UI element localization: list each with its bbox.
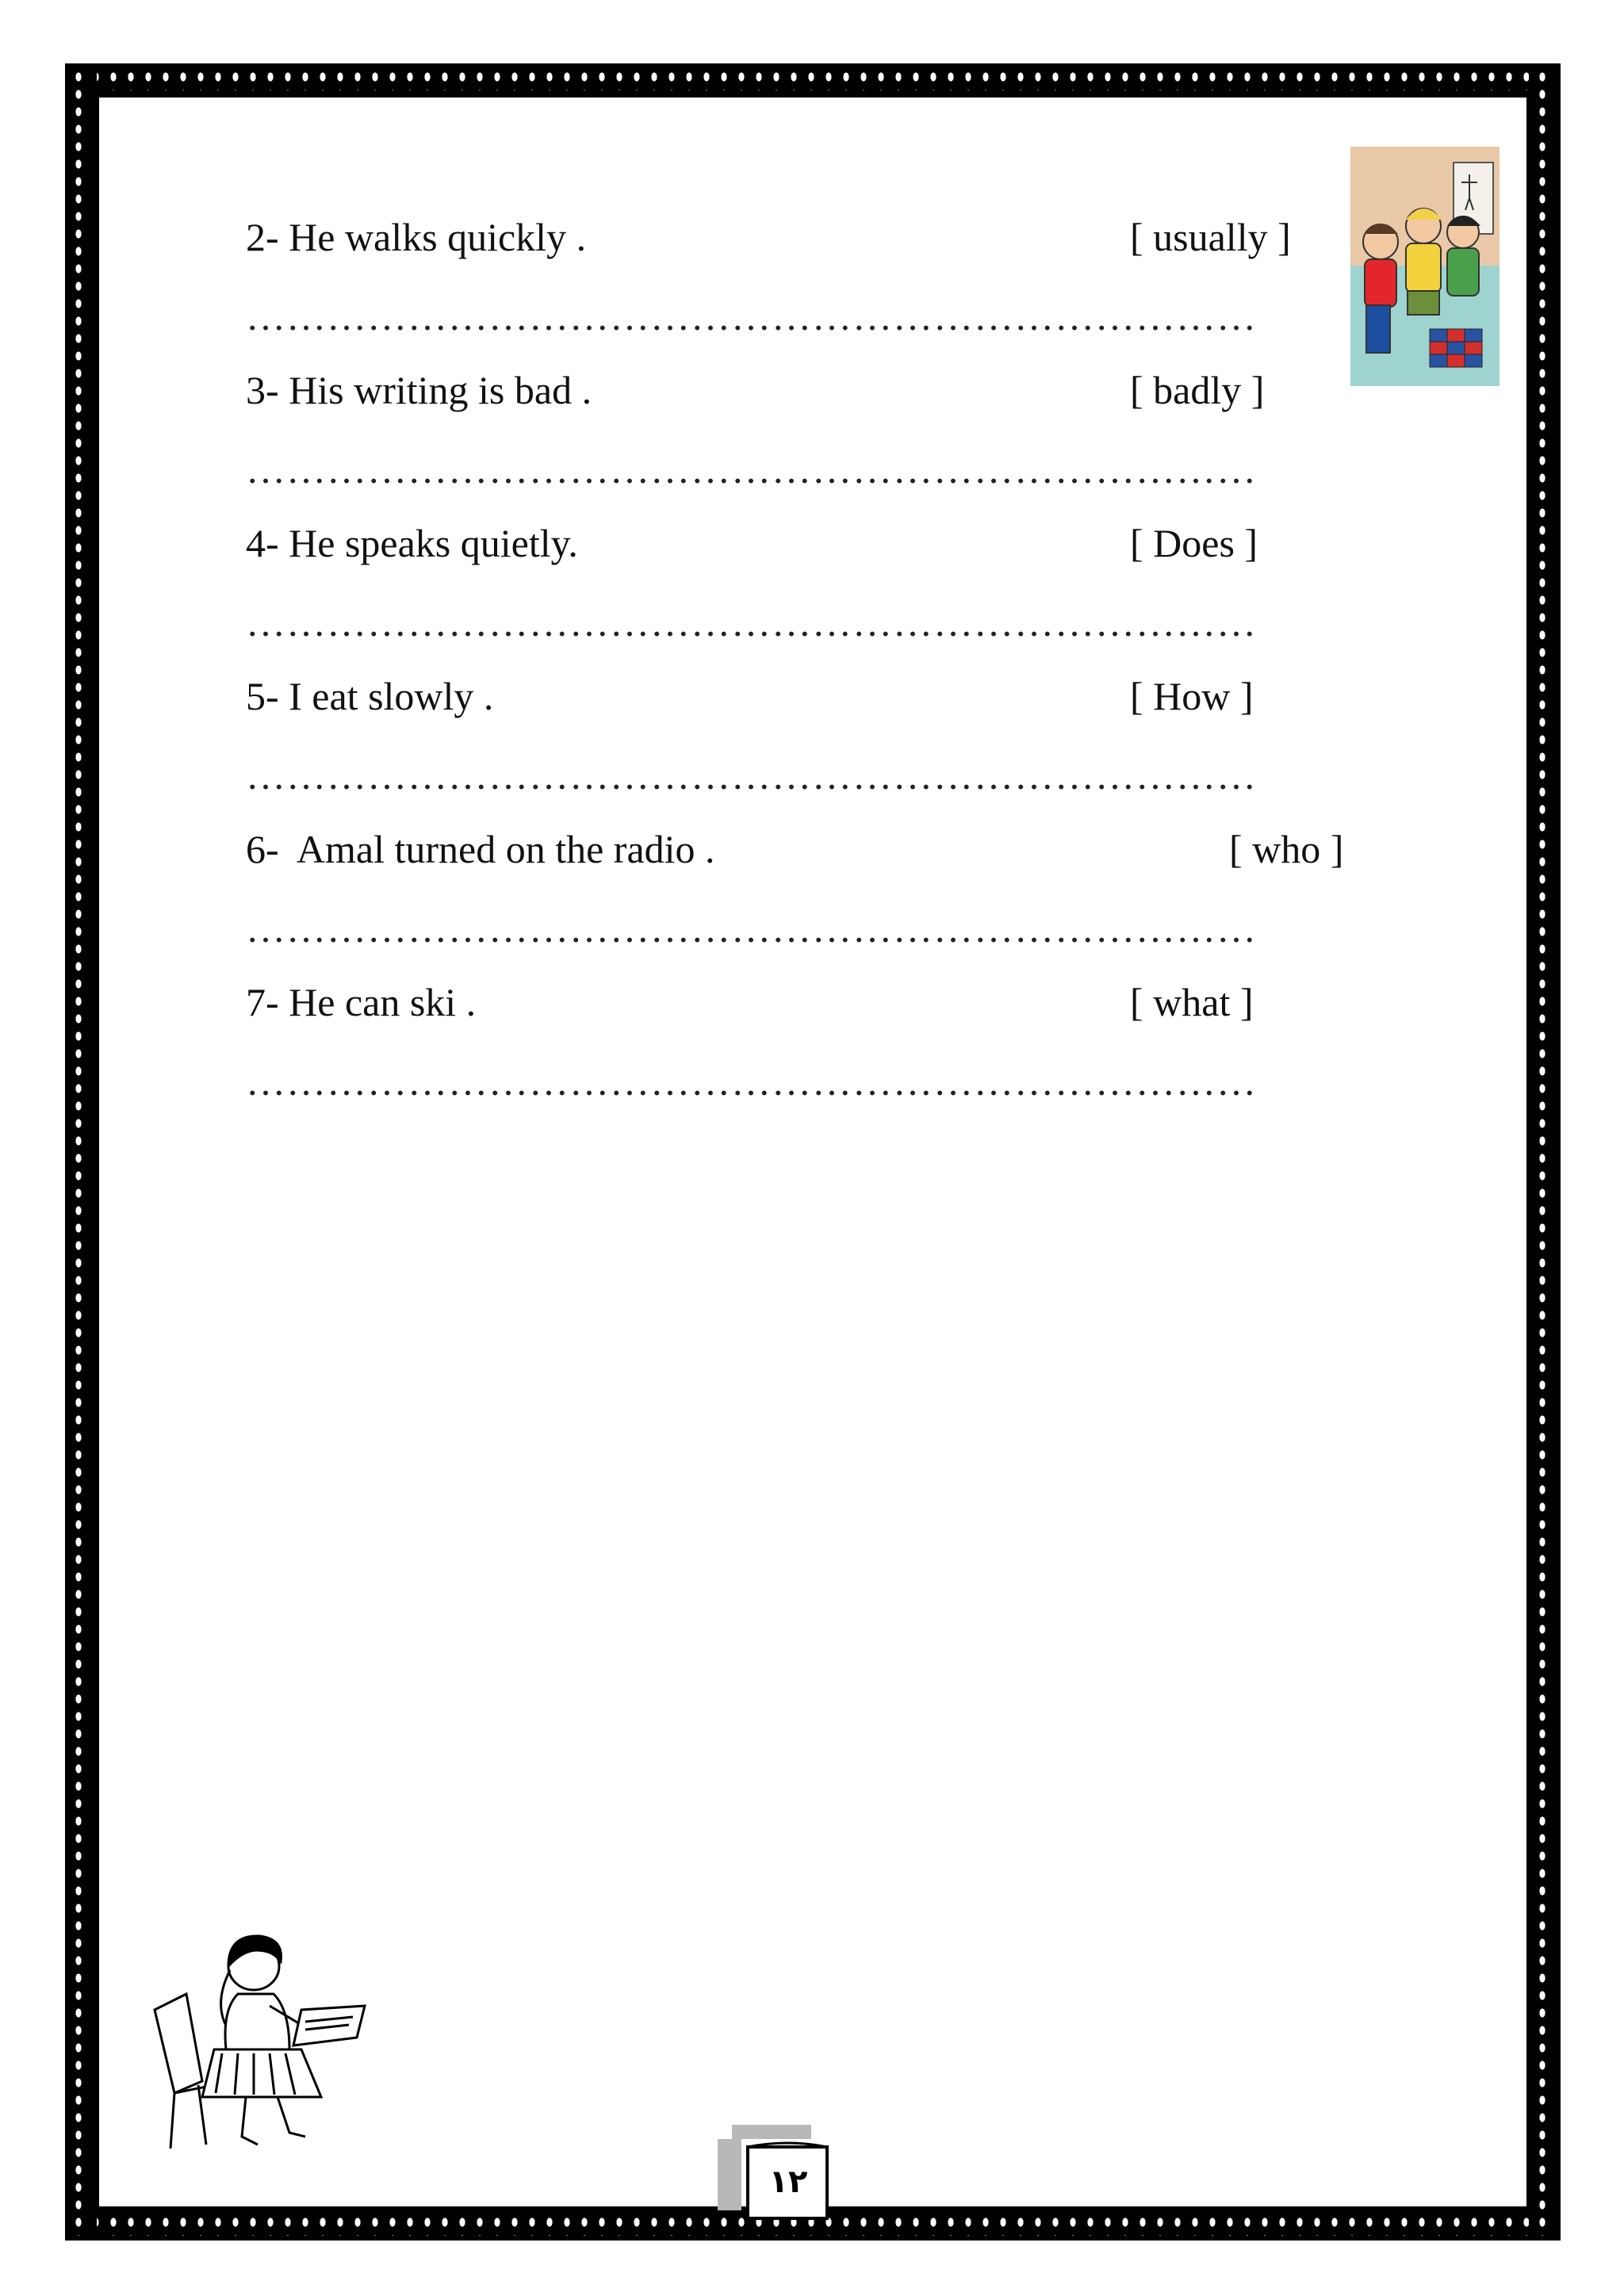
exercise-sentence: 3- His writing is bad . xyxy=(246,368,592,412)
girl-writing-illustration xyxy=(143,1934,373,2164)
answer-line: ………………………………………………………………… xyxy=(246,294,1257,339)
answer-line: ………………………………………………………………… xyxy=(246,600,1257,645)
answer-line: ………………………………………………………………… xyxy=(246,906,1257,951)
exercise-cue: [ who ] xyxy=(1229,827,1344,871)
border-left xyxy=(65,63,97,2241)
exercise-sentence: 2- He walks quickly . xyxy=(246,215,587,259)
exercise-list xyxy=(246,214,1396,1132)
exercise-sentence: 6- Amal turned on the radio . xyxy=(246,827,715,871)
exercise-item-2 xyxy=(246,214,1396,367)
page-number: ١٢ xyxy=(768,2164,808,2200)
exercise-item-3 xyxy=(246,367,1396,520)
exercise-sentence: 4- He speaks quietly. xyxy=(246,521,578,565)
exercise-cue: [ badly ] xyxy=(1130,368,1265,412)
exercise-item-4 xyxy=(246,520,1396,673)
exercise-cue: [ Does ] xyxy=(1130,521,1258,565)
exercise-item-5 xyxy=(246,673,1396,826)
exercise-cue: [ How ] xyxy=(1130,674,1254,718)
exercise-item-7 xyxy=(246,979,1396,1132)
exercise-cue: [ usually ] xyxy=(1130,215,1291,259)
answer-line: ………………………………………………………………… xyxy=(246,447,1257,492)
exercise-cue: [ what ] xyxy=(1130,980,1254,1024)
border-top xyxy=(65,63,1561,95)
answer-line: ………………………………………………………………… xyxy=(246,1059,1257,1104)
exercise-item-6 xyxy=(246,826,1396,979)
border-right xyxy=(1529,63,1561,2241)
exercise-sentence: 5- I eat slowly . xyxy=(246,674,494,718)
answer-line: ………………………………………………………………… xyxy=(246,753,1257,798)
exercise-sentence: 7- He can ski . xyxy=(246,980,477,1024)
